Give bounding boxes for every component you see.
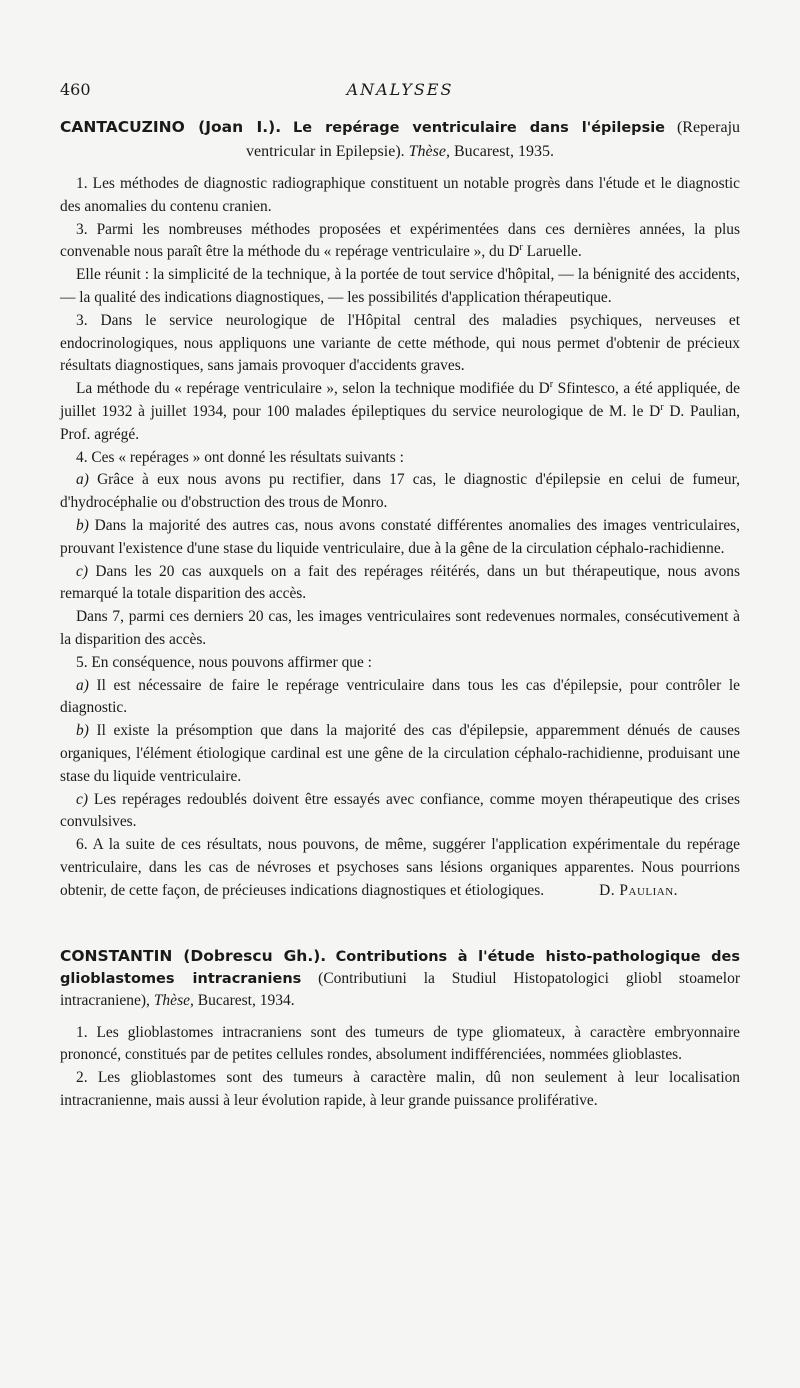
paragraph: Dans 7, parmi ces derniers 20 cas, les images ventriculaires sont redevenues normales, consécutivement à la disparition des accès.: [60, 608, 740, 648]
signature: D. Paulian.: [599, 881, 678, 899]
entry-2-header: [60, 945, 740, 1012]
entry-2-alt-title: (Contributiuni la Studiul Histopatologici gliobl stoamelor intracraniene),: [60, 969, 740, 1009]
entry-2-thesis: Thèse,: [153, 991, 194, 1009]
paragraph: 3. Parmi les nombreuses méthodes proposées et expérimentées dans ces dernières années, la plus convenable nous paraît être la méthode du « repérage ventriculaire », du $D^r$ Laruelle.: [60, 220, 740, 261]
paragraph: 2. Les glioblastomes sont des tumeurs à caractère malin, dû non seulement à leur localisation intracranienne, mais aussi à leur évolution rapide, à leur grande puissance proliférative.: [60, 1069, 740, 1109]
entry-2-place-year: Bucarest, 1934.: [197, 991, 295, 1009]
entry-1-thesis: Thèse,: [408, 143, 450, 160]
page-number: 460: [60, 80, 91, 99]
entry-1-author: CANTACUZINO (Joan I.).: [60, 118, 282, 136]
paragraph: 3. Dans le service neurologique de l'Hôpital central des maladies psychiques, nerveuses et endocrinologiques, nous appliquons une variante de cette méthode, qui nous permet d'obtenir de précieux résultats diagnostiques, sans jamais provoquer d'accidents graves.: [60, 311, 740, 375]
entry-1-alt-title: (Reperaju ventricular in Epilepsie).: [246, 119, 741, 160]
entry-1-place-year: Bucarest, 1935.: [453, 143, 554, 160]
entry-1-title: Le repérage ventriculaire dans l'épilepsie: [293, 120, 665, 136]
paragraph: Elle réunit : la simplicité de la technique, à la portée de tout service d'hôpital, — la bénignité des accidents, — la qualité des indications diagnostiques, — les possibilités d'application thérapeutique.: [60, 266, 740, 306]
running-head: [60, 80, 740, 102]
paragraph: 1. Les méthodes de diagnostic radiographique constituent un notable progrès dans l'étude et le diagnostic des anomalies du contenu cranien.: [60, 175, 740, 215]
paragraph: c) Les repérages redoublés doivent être essayés avec confiance, comme moyen thérapeutique des crises convulsives.: [60, 790, 740, 831]
paragraph: La méthode du « repérage ventriculaire », selon la technique modifiée du $D^r$ Sfintesco, a été appliquée, de juillet 1932 à juillet 1934, pour 100 malades épileptiques du service neurologique de M. le $D^r$ D. Paulian, Prof. agrégé.: [60, 379, 740, 443]
article-body: [60, 116, 740, 1113]
paragraph: a) Il est nécessaire de faire le repérage ventriculaire dans tous les cas d'épilepsie, pour contrôler le diagnostic.: [60, 676, 740, 717]
paragraph: 1. Les glioblastomes intracraniens sont des tumeurs de type gliomateux, à caractère embryonnaire prononcé, constitués par de petites cellules rondes, absolument indifférenciées, nommées glioblastes.: [60, 1023, 740, 1064]
paragraph: c) Dans les 20 cas auxquels on a fait des repérages réitérés, dans un but thérapeutique, nous avons remarqué la totale disparition des accès.: [60, 562, 740, 603]
paragraph: 4. Ces « repérages » ont donné les résultats suivants :: [76, 448, 404, 466]
paragraph: 6. A la suite de ces résultats, nous pouvons, de même, suggérer l'application expérimentale du repérage ventriculaire, dans les cas de névroses et psychoses sans lésions organiques apparentes. Nous pourrions obtenir, de cette façon, de précieuses indications diagnostiques et étiologiques. D. Paulian.: [60, 834, 740, 902]
paragraph: a) Grâce à eux nous avons pu rectifier, dans 17 cas, le diagnostic d'épilepsie en celui de fumeur, d'hydrocéphalie ou d'obstruction des trous de Monro.: [60, 471, 740, 512]
paragraph: 5. En conséquence, nous pouvons affirmer que :: [76, 653, 372, 671]
paragraph: b) Il existe la présomption que dans la majorité des cas d'épilepsie, apparemment dénués de causes organiques, l'élément étiologique cardinal est une gêne de la circulation céphalo-rachidienne, produisant une stase du liquide ventriculaire.: [60, 722, 740, 785]
entry-2-author: CONSTANTIN (Dobrescu Gh.).: [60, 946, 327, 965]
entry-1-header: [60, 116, 740, 163]
running-title: ANALYSES: [346, 80, 454, 99]
entry-2-title: Contributions à l'étude histo-pathologique des glioblastomes intracraniens: [60, 948, 741, 987]
paragraph: b) Dans la majorité des autres cas, nous avons constaté différentes anomalies des images ventriculaires, prouvant l'existence d'une stase du liquide ventriculaire, due à la gêne de la circulation céphalo-rachidienne.: [60, 516, 740, 557]
